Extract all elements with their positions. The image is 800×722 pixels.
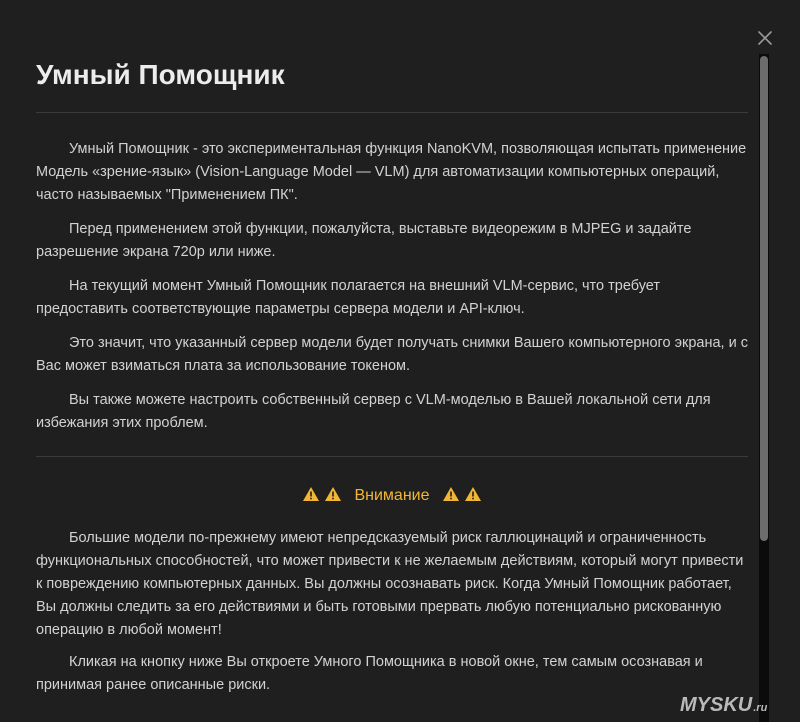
close-button[interactable] xyxy=(755,28,775,48)
watermark-logo xyxy=(680,694,767,717)
warning-icon xyxy=(324,486,342,502)
watermark-tld: .ru xyxy=(753,702,768,714)
warning-icon xyxy=(442,486,460,502)
warning-heading xyxy=(36,484,748,508)
dialog-title: Умный Помощник xyxy=(36,59,285,90)
warning-title: Внимание xyxy=(354,487,430,504)
intro-paragraph-5: Вы также можете настроить собственный сервер с VLM-моделью в Вашей локальной сети для избежания этих проблем. xyxy=(36,392,711,431)
warning-paragraph-1: Большие модели по-прежнему имеют непредсказуемый риск галлюцинаций и ограниченность функциональных способностей, что может привести к не желаемым действиям, который могут привести к повреждению компьютерных данных. Вы должны осознавать риск. Когда Умный Помощник работает, Вы должны следить за его действиями и быть готовыми прервать любую потенциально рискованную операцию в любой момент! xyxy=(36,530,744,638)
intro-paragraph-2: Перед применением этой функции, пожалуйста, выставьте видеорежим в MJPEG и задайте разрешение экрана 720p или ниже. xyxy=(36,221,692,260)
title-divider xyxy=(36,112,748,113)
warning-icon xyxy=(464,486,482,502)
warning-paragraph-2: Кликая на кнопку ниже Вы откроете Умного Помощника в новой окне, тем самым осознавая и принимая ранее описанные риски. xyxy=(36,654,703,693)
intro-paragraph-3: На текущий момент Умный Помощник полагается на внешний VLM-сервис, что требует предоставить соответствующие параметры сервера модели и API-ключ. xyxy=(36,278,661,317)
section-divider xyxy=(36,456,748,457)
warning-icon xyxy=(302,486,320,502)
intro-paragraph-1: Умный Помощник - это экспериментальная функция NanoKVM, позволяющая испытать применение Модель «зрение-язык» (Vision-Language Model — VLM) для автоматизации компьютерных операций, часто называемых "Применением ПК". xyxy=(36,141,747,203)
close-icon xyxy=(755,28,775,48)
scrollbar-thumb[interactable] xyxy=(760,56,768,541)
watermark-brand: MYSKU xyxy=(680,694,753,716)
intro-paragraph-4: Это значит, что указанный сервер модели будет получать снимки Вашего компьютерного экрана, и с Вас может взиматься плата за использование токеном. xyxy=(36,335,748,374)
